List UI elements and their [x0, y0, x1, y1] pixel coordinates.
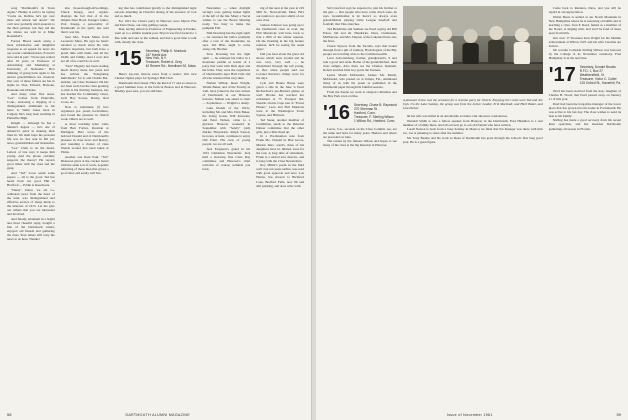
paragraph: Ted Sauer, another member of Committee, sends to the Reunion Dinner committee that the other girls, just a little lined up.	[256, 117, 304, 134]
paragraph: hit his wife was killed in an automobile accident. Our sincerest condolences.	[406, 114, 508, 118]
officer-line: 247 Harris Ave.	[145, 52, 168, 57]
paragraph: In a Pre-Reunion note from Frank Mc- Donald in Pine Grove, Marion Dart- ward's, three of his daughters have in- hibited, were for the tour. A long time of retirement, Frank is a retired tour director, and is busy with the Class Newsletters.	[256, 134, 304, 163]
officer-line: Treasurer, Victor C. Cutter	[579, 77, 617, 82]
right-column-1	[323, 6, 397, 398]
publication-name: DARTMOUTH ALUMNI MAGAZINE	[125, 412, 190, 417]
left-columns	[7, 6, 304, 398]
paragraph: ing that has contributed greatly to the distinguished legal success attending an Church's dosing of the ancestor of cool and so much.	[114, 6, 197, 19]
paragraph: Chuck Sayson, from the Tacoma, says that bound through from a pill of soldiery. Hydrologists of the Bay people are traveling wide to the Commonwealth.	[323, 43, 397, 56]
paragraph: Lake friends of the 1915s, including Mr. and Mrs. Dick Baker, the Irving Goins, Will Knowles, and Peter Nelsen, came to a glorious Hanover weekend in September with "Sandy" (old) Durfee Fitzpatrick. Ralph Sasson, he notes, at least, continues to enjoy Old Point. His crew of young people: we are all well.	[202, 105, 251, 146]
class-officers	[354, 104, 397, 124]
paragraph: Sid Crawford says he expected to join his brother at the gate — Our people who have come down were, he says. Grandmother is in; there's so always even grandchildren playing Little League baseball and football; that Titus marches.	[323, 6, 397, 27]
paragraph: And "Ted" Lowe sends some papers — all to the good. Ted has heard from our good Phil in Hartford — Eddie is hereabouts.	[7, 170, 55, 187]
officer-line: Secretary, Donald Brooks	[579, 65, 616, 70]
paragraph: Forrest Blood sends along a most informative and delightful response to an appeal for news via our recent communication. Forrest's note said in part: "I have just retired after 32 years as Professor of Advertising and Marketing at University of Nebraska." He's thinking of going back again to his eleven grandchildren are classical. Our own of those fathers are his in sights in. Don, Edward, Holyoke, Roanoke and Orleans.	[7, 38, 55, 92]
paragraph: Ted Hendricks and Sumner are Pearl saying old Bill Eaton, Sid and all. Hendricks, Dave, Clemensen, McPherson, and Mrs. Duprée of the Lakeland have also the fives.	[323, 26, 397, 43]
right-column-3	[549, 6, 621, 398]
page-number: 59	[616, 412, 621, 417]
officer-line: Hartford, Conn.	[354, 110, 376, 115]
paragraph: Mr. Tony Beattie and his work as Dean of Dartmouth has gone through the school's first long good year. He is a great figure.	[402, 136, 543, 145]
left-column-3	[115, 6, 197, 398]
officer-line: Secretary, Chase B. Raymond	[354, 103, 397, 107]
paragraph: "Dusty" Ueber, we all, co-ordinated news from the heart of the land, was distinguished and effective service of many kinds to the interests of 1915. Let me give our tribute that you are interested and involved.	[7, 187, 55, 216]
paragraph: Lorell Nelson is back from a busy holiday in Mexico; he finds that Pat Kreuger was there with him too. Joe is planning to retire after the summer.	[402, 127, 543, 136]
paragraph: Leon Achortenberg, former, grandparent's, 9 and sale a good and wide. Home of the grandchildren, their class sample. Also there are the Charles, Kenneth, Robert and that little boy pours the Sonnets.	[323, 56, 397, 73]
paragraph: Dartmouth Out Chaser: He's the kind of 17 and so about as a good Summer host, at the farm in Boston and in Hanover. Bradley goes sure, you are still here.	[114, 80, 197, 93]
left-page-footer	[7, 412, 304, 417]
paragraph: Jack Ferguson's grand in his 1915 Christmas Newsletter. Jack held a shortstop fine Class Day committee and Hanover's chief tactician of course; reminds you back.	[202, 146, 251, 171]
paragraph: Word has been received from the step- daughter of Charles H. Wood, that Pearl passed away on January 11 of this year.	[548, 88, 621, 102]
paragraph: also those-though-drive-things. Chuck Knapp, once organic displays the fact that of in the Omaha Dust Bowl, Knapp's father, Prof. Knapp, a personality of Dartmouth in his spirit, has said that it was his.	[60, 6, 109, 35]
page-number: 58	[7, 412, 12, 417]
right-page	[316, 0, 628, 420]
right-subcolumns	[403, 114, 543, 145]
officer-line: Treasurer, F. Sterling Wilson	[354, 114, 394, 119]
paragraph: ing of the next at the year at 219 Mill St., Newtonville, Mass. He's our reunion to process: adults of our own class.	[256, 6, 305, 23]
paragraph: Sent Mrs. Frank Mann from Leonardo Mass. He says he hasn't traveled so much since his wife Jamie's departure, but both have a grand time with them, and all the 1940s and family. And I now that not all of us could do as well.	[60, 34, 109, 64]
paragraph: Nim Downing has the right spirit — he returned his ballot promptly after a tour of the mountains, he says. Ted Bliss ought to come along. Oh, Brother.	[202, 30, 251, 52]
paragraph: Did you hear about the great old shows which were around and he was very, very well — he disciplined through the tall young, so that, when people said our Colonel Reviews, things were for the days.	[256, 51, 304, 80]
left-column-1	[7, 6, 55, 398]
paragraph: Pearl had been the long-time manager of the lower place that has grown into his home in Portsmouth. He was active to his last day. The class wishes to send its best to his family.	[548, 101, 621, 118]
paragraph: For 1915 the Class's party in Hanover were Myron Fite and Dan Chase, our only golfing couple.	[114, 18, 197, 27]
paragraph: And finally, Abraham in a bright and most cheerful reply, bought a bite of the Dartmouth winter, enjoyed old friends and gathering the class. Your letters still carry the news to us here. Thanks!	[7, 216, 55, 241]
photo-caption: A pleasant cruise was the occasion for a reunion party for Oberts. Enjoying the cruise were Ted and Joe Ugh. On the Lake Sunday, the group was from the Luther Leader, Erik Marshall, and Herb Baker, and Lisa Parker.	[402, 98, 543, 110]
paragraph: Newsletter — when daylight saving's over, getting basket lights at the left of the Inn. Many a Tercel wishes to see the Board Meeting ready. Too busy to make the pumpkin Fall.	[202, 6, 251, 31]
officer-line: 125 Oxford St., Haverhill, Pa.	[579, 81, 621, 86]
class-numeral: '17	[548, 64, 576, 87]
paragraph: Don, having retired as Professor of Engineering at Purdue, went on to a similar student post. Myron was first treated to a fine walk and sure as the walked, and had a good time to talk with, mostly the class.	[114, 27, 197, 44]
officer-line: 270 Sherman St.	[354, 106, 378, 111]
paragraph: From the Keene we went to Oregon Christmas and the Bay Park town on fine.	[323, 89, 397, 98]
paragraph: Another one Kent Paul. "Ted" Dickeson gives at the cracker barrel with the same sort of work. A gentle reflecting of those men that grows a good deal, and surely will live.	[60, 154, 109, 175]
right-column-2	[403, 114, 543, 145]
paragraph: Come back to Reunion, Dave, and you will be repaid in old appreciation.	[548, 6, 621, 15]
paragraph: Lynne Marsh McDonald, former Mr. Marsh, McDonald, who passed on at Tampa, Fla., stimulated many of us with his poem as published in the Dartmouth paper through his faithful seasons.	[323, 73, 397, 90]
paragraph: A most touching letter came from Burt Forbes, Rotarian at Michigan. Burt wrote of the beloved Donald and of Dartmouth's pleasure in class news and history, and rounding a cluster of class friends around he's been taken at Plains.	[60, 121, 109, 155]
paragraph: Gideon Johnson was going up to the Dartmouth class in road, the Phil Murdocks will have back to ride a 20th of the winter reunion. On the morning in the big feature reunion, he'll be seeing the usual 'gaps.'	[256, 22, 304, 52]
paragraph: Here's top-rate sincere news from a reader: Our own Chester Ogden plays for Springer Hall Club.	[114, 72, 197, 81]
officer-line: 1 Willow Rd., Hartford, Conn.	[354, 118, 396, 123]
paragraph: Lyle and Hanna Bruns were given a ride in the Jake 'n Pearl Richardson's pre-Burned games as well. Brooks has reached her retirement at 75 Prospect Rd, Shedds. On his Cape tour at "Forest House," Leon and Phil Murdock were at the Washington Town Square, and Hillcrest.	[256, 80, 304, 117]
right-columns	[323, 6, 621, 398]
paragraph: Walter Beers is settled at our Notch Mountain in New Hampshire where he is renewing old skills and is teaching a class. Ivan F. Reed, famed as a member of the Nonet, is singing with, and we'd be fond of more news from him.	[548, 14, 621, 35]
class-1915-header	[114, 47, 197, 70]
class-numeral: '15	[114, 47, 142, 70]
paragraph: Wendell Smith is also a fellow speaker from Hanover in the Dartmouth. Fred Hamilton is a real member of a family there. And all our best go to our old friends who have written.	[402, 118, 543, 127]
issue-date: Issue of November 1961	[446, 412, 493, 417]
right-column-2-with-photo	[403, 6, 543, 398]
paragraph: "Don" Hagerty has been reading much history these last years and has written the "Integrating Individuals" for it, and Charlie Bar- sholder, our Class Treasurer. He has not been well, but the class greeting to him is his thriving business, has has headed the Community Chest, local Boy Scouts, Rotary, Red Cross, etc.	[60, 63, 109, 105]
left-page	[0, 0, 312, 420]
paragraph: Roy Miller's poem in the field well over ten years earlier, was read with good approval and now, Lou Hanna, has moved to Bickford Lane, Bedford Falls, now 86 and still painting, and does write with.	[256, 163, 304, 188]
class-officers	[580, 66, 621, 86]
paragraph: Nathan Wilbur, Dean Wright, Wedde Baker, and of the Faculty as well, have joined in the best stories of Dartmouth in our Hanover lectures. Nathan was asked to chair — Sophomore — Wright's a dandy.	[202, 80, 251, 105]
paragraph: The sonnet by the famous Wilson and hopes to see many of the class at the big Reunion in Hanover.	[323, 139, 397, 148]
left-column-4	[202, 6, 250, 398]
paragraph: Our own '17 Treasurer Ken Wright for his lifetime achievement at Wilton, N.H. and his wife Caroline are both in.	[548, 35, 621, 48]
left-column-2	[61, 6, 109, 398]
paragraph: We wonder Comrade Stirling Wilson was honored by the College at its November ceremony. Fred Humphrey is in the next line.	[548, 48, 621, 61]
photo-illustration	[403, 6, 543, 94]
right-page-footer	[323, 412, 621, 417]
paragraph: Now is retirement (!) he's organized, pre- pared, horticulture, and found the pleasure in church work. Others are as well.	[60, 104, 109, 122]
paragraph: Stirling has made a good recovery from his recent knee operation, and has attended Dartmouth gatherings all season in Florida.	[548, 118, 621, 131]
paragraph: Stew Downing has the right spirit — he returned his ballot in a mountain paddle as leader of a party that went with Dick Ayer and his folks. They were the organizers of Dartmouth's Ayer Hall Club and all who wintered this very time.	[202, 51, 251, 80]
paragraph: And many other fine notes. "Lee" Collen from Plainville, Conn., enclosing a clipping of a distinguished, aluminum as his letter to Webb Jones back in Calgary. He's long been teaching in Plainville High.	[7, 92, 55, 121]
left-column-5	[256, 6, 304, 398]
class-numeral: '16	[323, 102, 351, 124]
officer-line: New York, N.Y.	[145, 56, 167, 61]
officer-line: 40 Revere Rd., Needham 92, Mass.	[145, 64, 197, 69]
paragraph: Lucas, S.A., seconds on the Class Commit- tee, are the same and have for many years. Hudson and others are preceded on June.	[323, 126, 397, 139]
officer-line: Secretary, Phillip K. Murdock	[145, 48, 187, 53]
class-1917-header	[549, 66, 621, 86]
officer-line: Treasurer, Robert A. Grey	[145, 60, 182, 65]
class-1916-header	[323, 104, 397, 124]
paragraph: "Les" Clark is on the mend. Letters of late says it keeps him young. And the phone certainly supports the theory! He reports good times with the class and the gang.	[7, 145, 55, 171]
officer-line: R.F.D. 1, Box 27	[579, 69, 603, 74]
officer-line: Weathersfield, Vt.	[579, 73, 605, 78]
paragraph: song "Dartmouth's In Town Again," Hadley is said to be saying "Come on, Robbie, let's get over there and smack 'em down!" We can't now probably elicit quarrels to the Men petition, but they tell me the sixties are well in at Mike Rosenthal's.	[7, 6, 55, 39]
class-officers	[146, 50, 197, 70]
paragraph: Knight — although he has a Master's degree — he's one of America's prize in making their lines in. We shall hope his personal life was in. Just sent in full yet, news, grandchildren and mountains.	[7, 121, 55, 146]
reunion-photo	[403, 6, 543, 94]
